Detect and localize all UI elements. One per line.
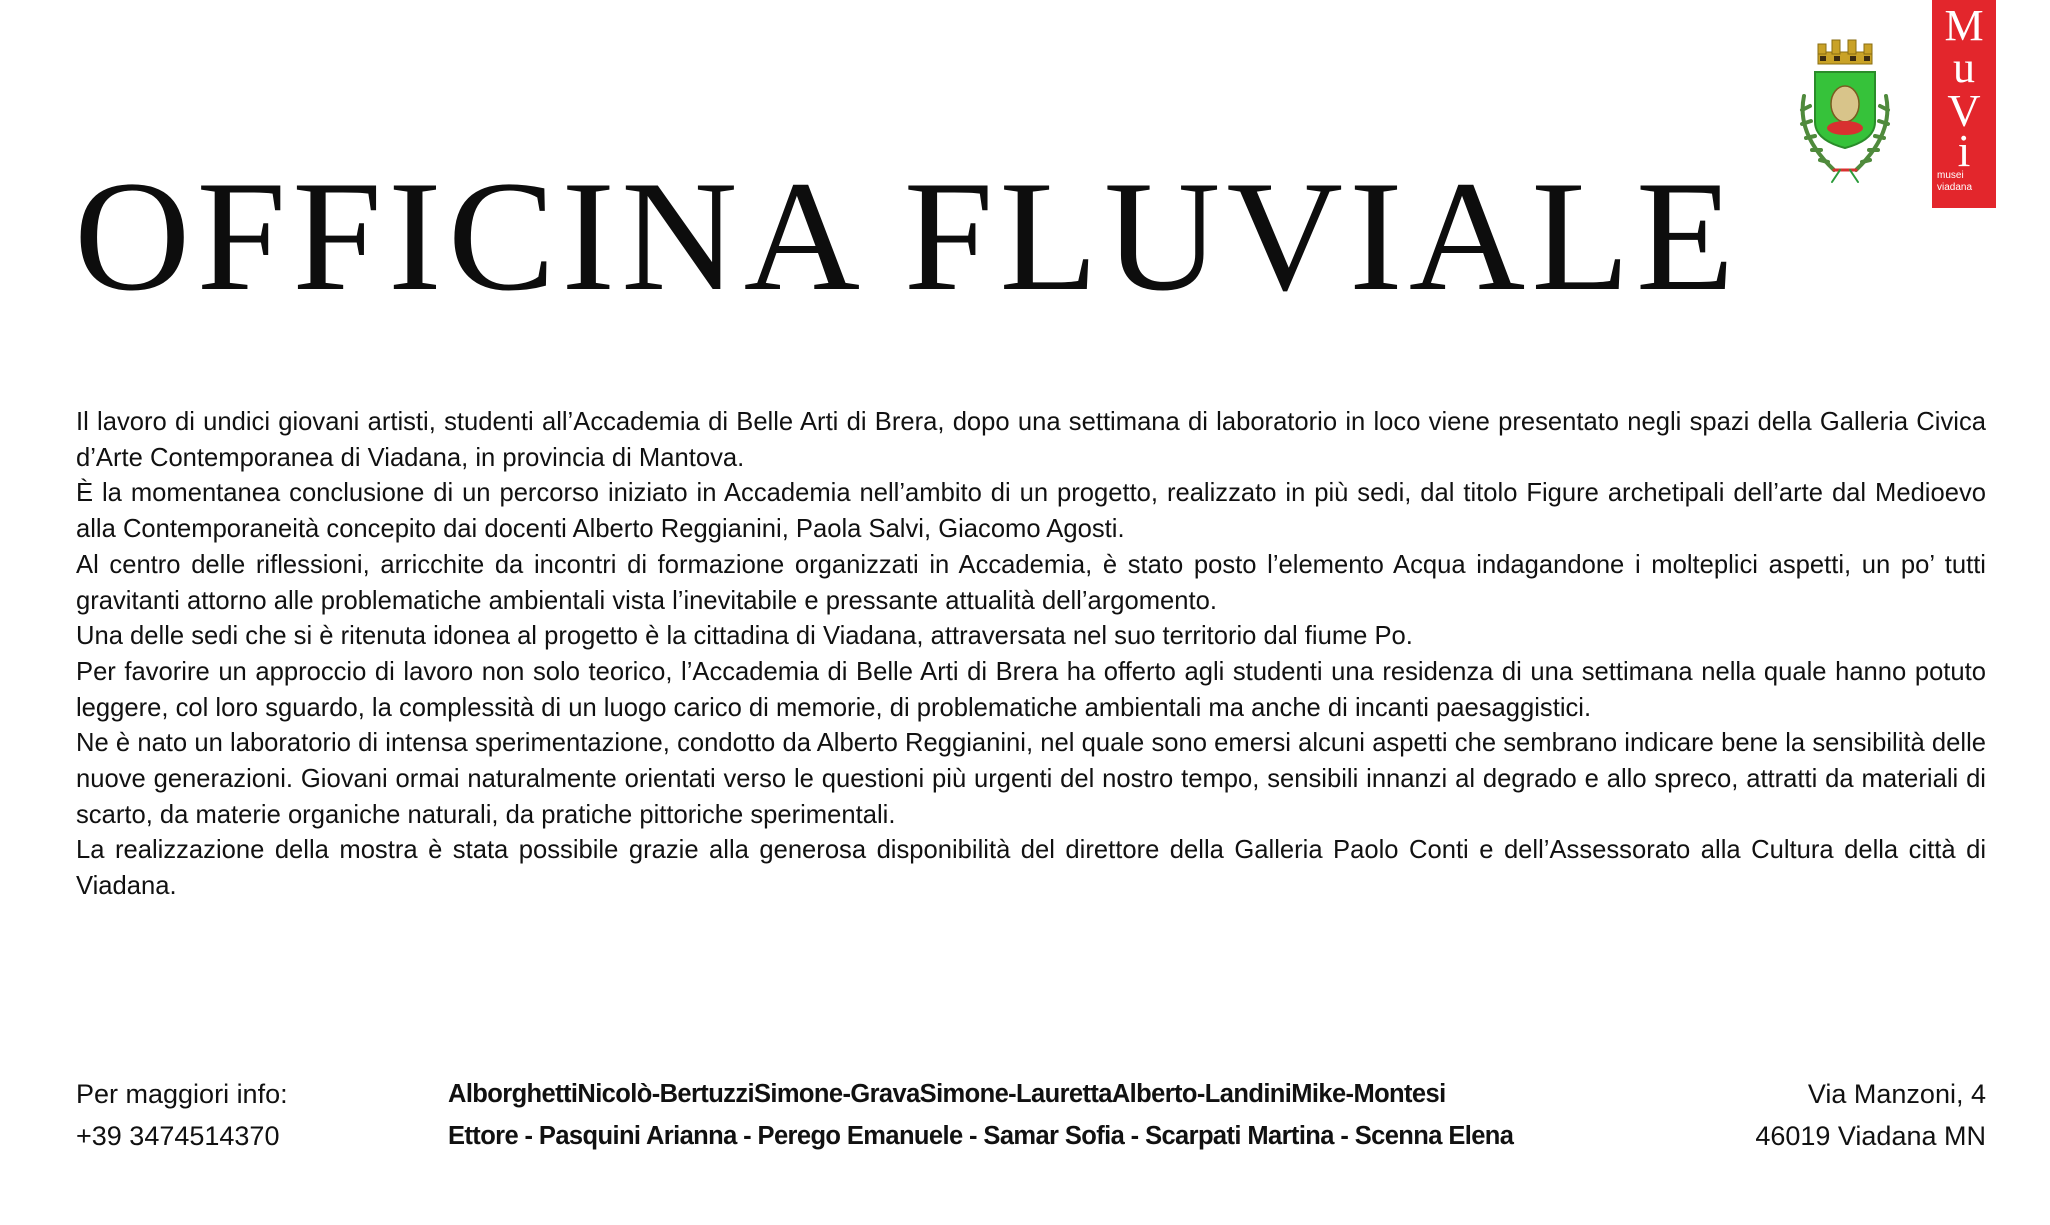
artists-list (448, 1073, 1608, 1157)
muvi-subtitle-line1: musei (1937, 170, 1964, 181)
crown-icon (1818, 40, 1872, 64)
paragraph-2: È la momentanea conclusione di un percorso iniziato in Accademia nell’ambito di un progetto, realizzato in più sedi, dal titolo Figure archetipali dell’arte dal Medioevo alla Contemporaneità concepito dai docenti Alberto Reggianini, Paola Salvi, Giacomo Agosti. (76, 479, 1986, 544)
paragraph-7: La realizzazione della mostra è stata possibile grazie alla generosa disponibilità del direttore della Galleria Paolo Conti e dell’Assessorato alla Cultura della città di Viadana. (76, 836, 1986, 901)
paragraph-3: Al centro delle riflessioni, arricchite da incontri di formazione organizzati in Accademia, è stato posto l’elemento Acqua indagandone i molteplici aspetti, un po’ tutti gravitanti attorno alle problematiche ambientali vista l’inevitabile e pressante attualità dell’argomento. (76, 550, 1986, 615)
paragraph-5: Per favorire un approccio di lavoro non solo teorico, l’Accademia di Belle Arti di Brera ha offerto agli studenti una residenza di una settimana nella quale hanno potuto leggere, col loro sguardo, la complessità di un luogo carico di memorie, di problematiche ambientali ma anche di incanti paesaggistici. (76, 657, 1986, 722)
muvi-letter-i: i (1957, 125, 1971, 170)
address (1755, 1073, 1986, 1157)
muvi-lettermark (1932, 0, 1996, 170)
phone-number: +39 3474514370 (76, 1121, 280, 1151)
contact-info (76, 1073, 288, 1157)
paragraph-6: Ne è nato un laboratorio di intensa sperimentazione, condotto da Alberto Reggianini, nel quale sono emersi alcuni aspetti che sembrano indicare bene la sensibilità delle nuove generazioni. Giovani ormai naturalmente orientati verso le questioni più urgenti del nostro tempo, sensibili innanzi al degrado e allo spreco, attratti da materiali di scarto, da materie organiche naturali, da pratiche pittoriche sperimentali. (76, 729, 1986, 829)
page-title: OFFICINA FLUVIALE (74, 149, 1741, 324)
paragraph-4: Una delle sedi che si è ritenuta idonea al progetto è la cittadina di Viadana, attraversata nel suo territorio dal fiume Po. (76, 622, 1413, 651)
muvi-logo (1932, 0, 1996, 208)
muvi-subtitle-line2: viadana (1937, 182, 1973, 193)
info-label: Per maggiori info: (76, 1079, 288, 1109)
artists-line-1: AlborghettiNicolò-BertuzziSimone-GravaSimone-LaurettaAlberto-LandiniMike-Montesi (448, 1080, 1446, 1108)
paragraph-1: Il lavoro di undici giovani artisti, studenti all’Accademia di Belle Arti di Brera, dopo una settimana di laboratorio in loco viene presentato negli spazi della Galleria Civica d’Arte Contemporanea di Viadana, in provincia di Mantova. (76, 408, 1986, 472)
artists-line-2: Ettore - Pasquini Arianna - Perego Emanuele - Samar Sofia - Scarpati Martina - Scenna Elena (448, 1122, 1514, 1150)
shield-icon (1815, 72, 1875, 148)
muvi-letter-v: V (1947, 85, 1981, 136)
muvi-letter-u: u (1953, 43, 1975, 92)
coat-of-arms-icon (1790, 30, 1900, 190)
description-text (76, 405, 1986, 905)
muvi-letter-m: M (1944, 1, 1984, 50)
address-city: 46019 Viadana MN (1755, 1121, 1986, 1151)
address-street: Via Manzoni, 4 (1807, 1079, 1986, 1109)
muvi-subtitle (1937, 170, 1972, 194)
